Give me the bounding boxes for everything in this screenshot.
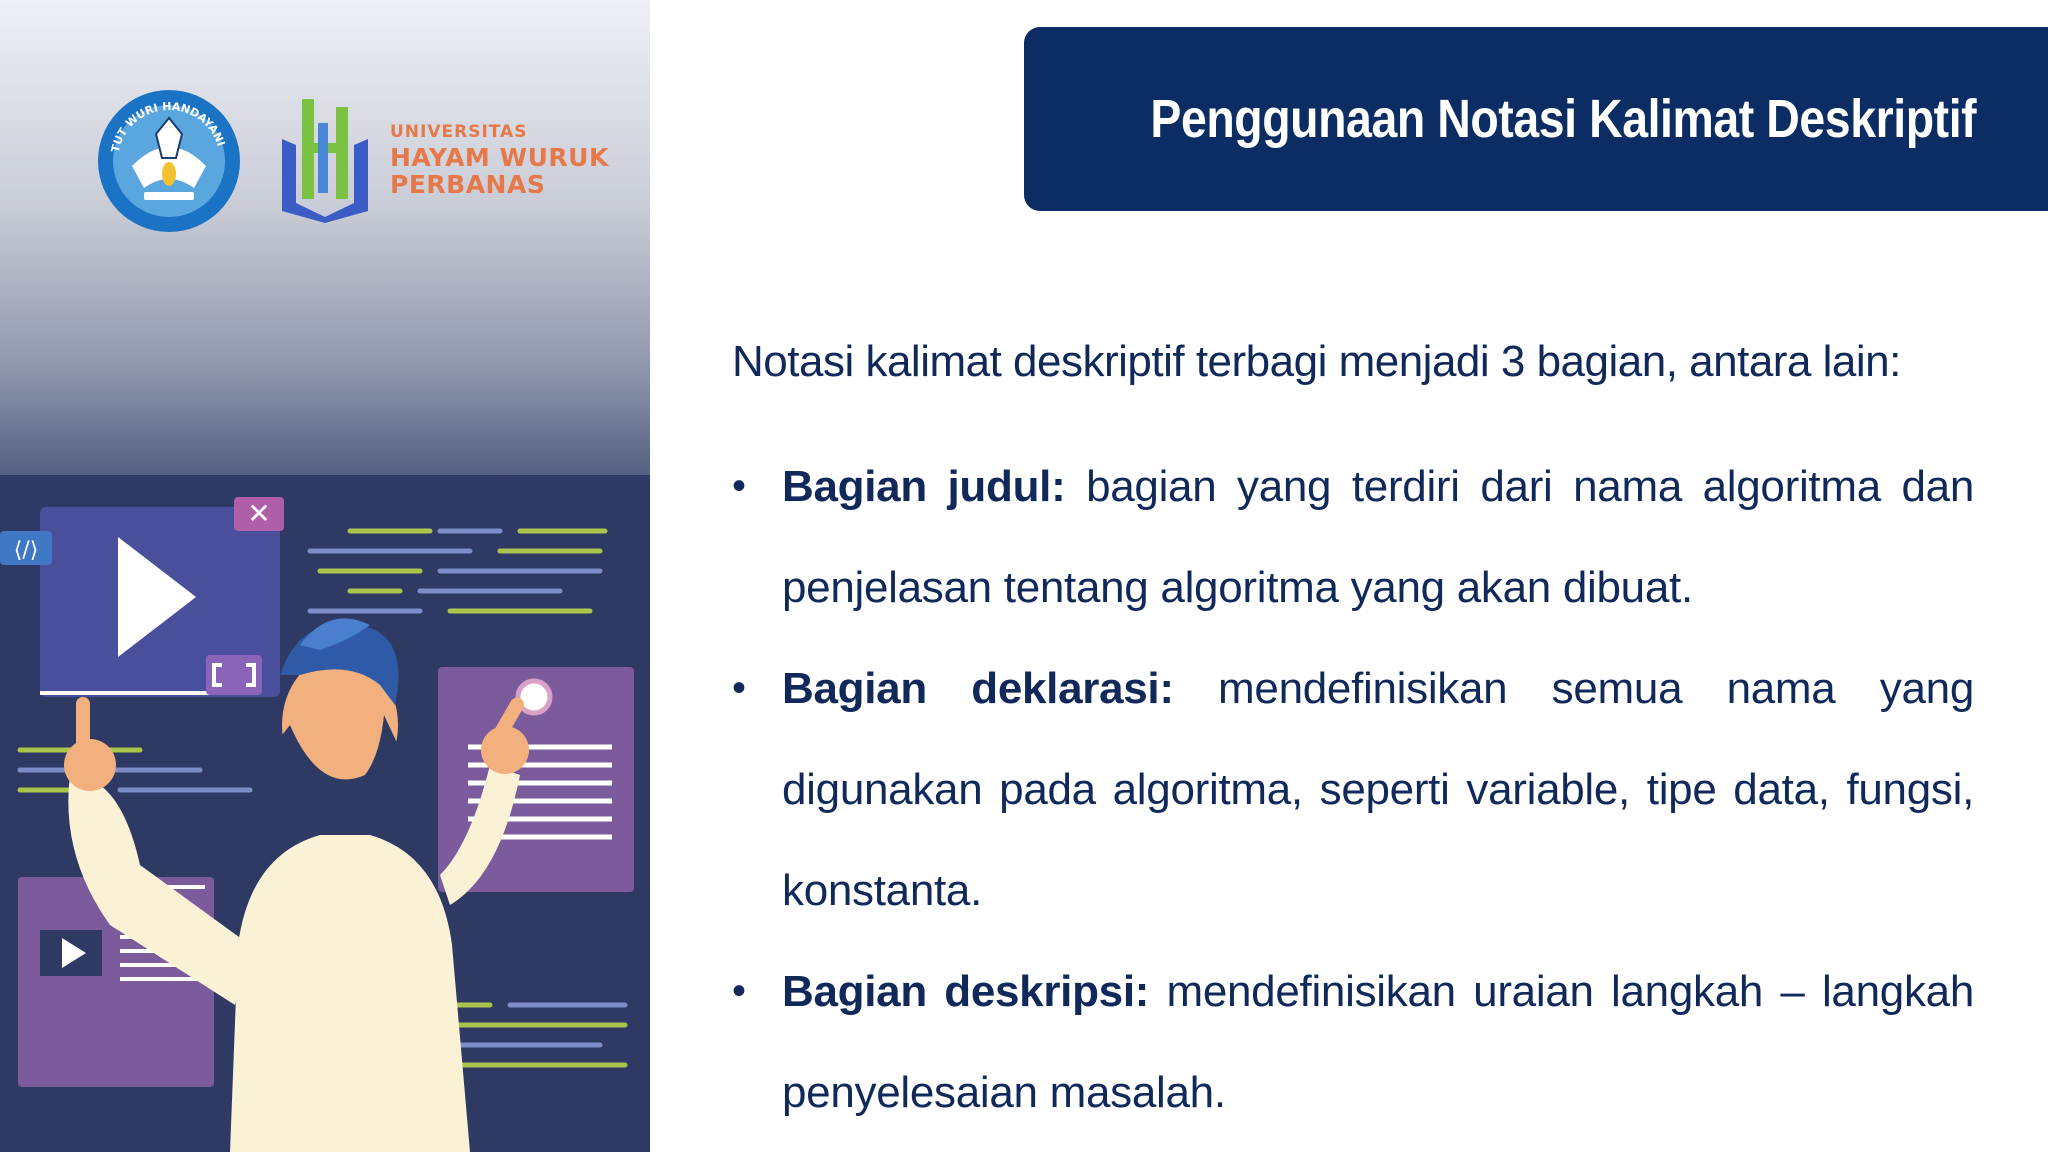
intro-text: Notasi kalimat deskriptif terbagi menjadi 3 bagian, antara lain:	[732, 337, 1901, 386]
bullet-text: bagian yang terdiri dari nama algoritma dan penjelasan tentang algoritma yang akan dibuat.	[782, 462, 1974, 612]
logo-motto: TUT WURI HANDAYANI	[108, 99, 228, 154]
bullet-item	[732, 638, 1974, 941]
bullet-icon: •	[732, 969, 746, 1013]
bullet-icon: •	[732, 666, 746, 710]
code-icon: ⟨/⟩	[13, 538, 39, 563]
bullet-item	[732, 436, 1974, 638]
bullet-text: mendefinisikan uraian langkah – langkah penyelesaian masalah.	[782, 967, 1974, 1117]
close-icon: ✕	[247, 497, 271, 530]
logo-row	[96, 88, 609, 234]
page-title: Penggunaan Notasi Kalimat Deskriptif	[1150, 89, 1976, 149]
bullet-icon: •	[732, 464, 746, 508]
illustration-panel	[0, 0, 650, 1152]
developer-illustration	[0, 475, 650, 1152]
univ-line3: PERBANAS	[390, 169, 546, 199]
bullet-term: Bagian deskripsi:	[782, 967, 1150, 1016]
univ-line1: UNIVERSITAS	[390, 121, 528, 142]
univ-logo	[282, 99, 609, 223]
univ-emblem	[282, 99, 368, 223]
tut-wuri-handayani-logo	[96, 88, 242, 234]
bullet-list	[732, 436, 1974, 1143]
bullet-text: mendefinisikan semua nama yang digunakan pada algoritma, seperti variable, tipe data, fungsi, konstanta.	[782, 664, 1975, 915]
univ-name	[390, 121, 609, 199]
bullet-term: Bagian deklarasi:	[782, 664, 1174, 713]
bullet-term: Bagian judul:	[782, 462, 1066, 511]
title-bar	[1024, 27, 2048, 211]
slide-content	[732, 320, 1974, 1143]
univ-line2: HAYAM WURUK	[390, 142, 609, 172]
bullet-item	[732, 941, 1974, 1143]
